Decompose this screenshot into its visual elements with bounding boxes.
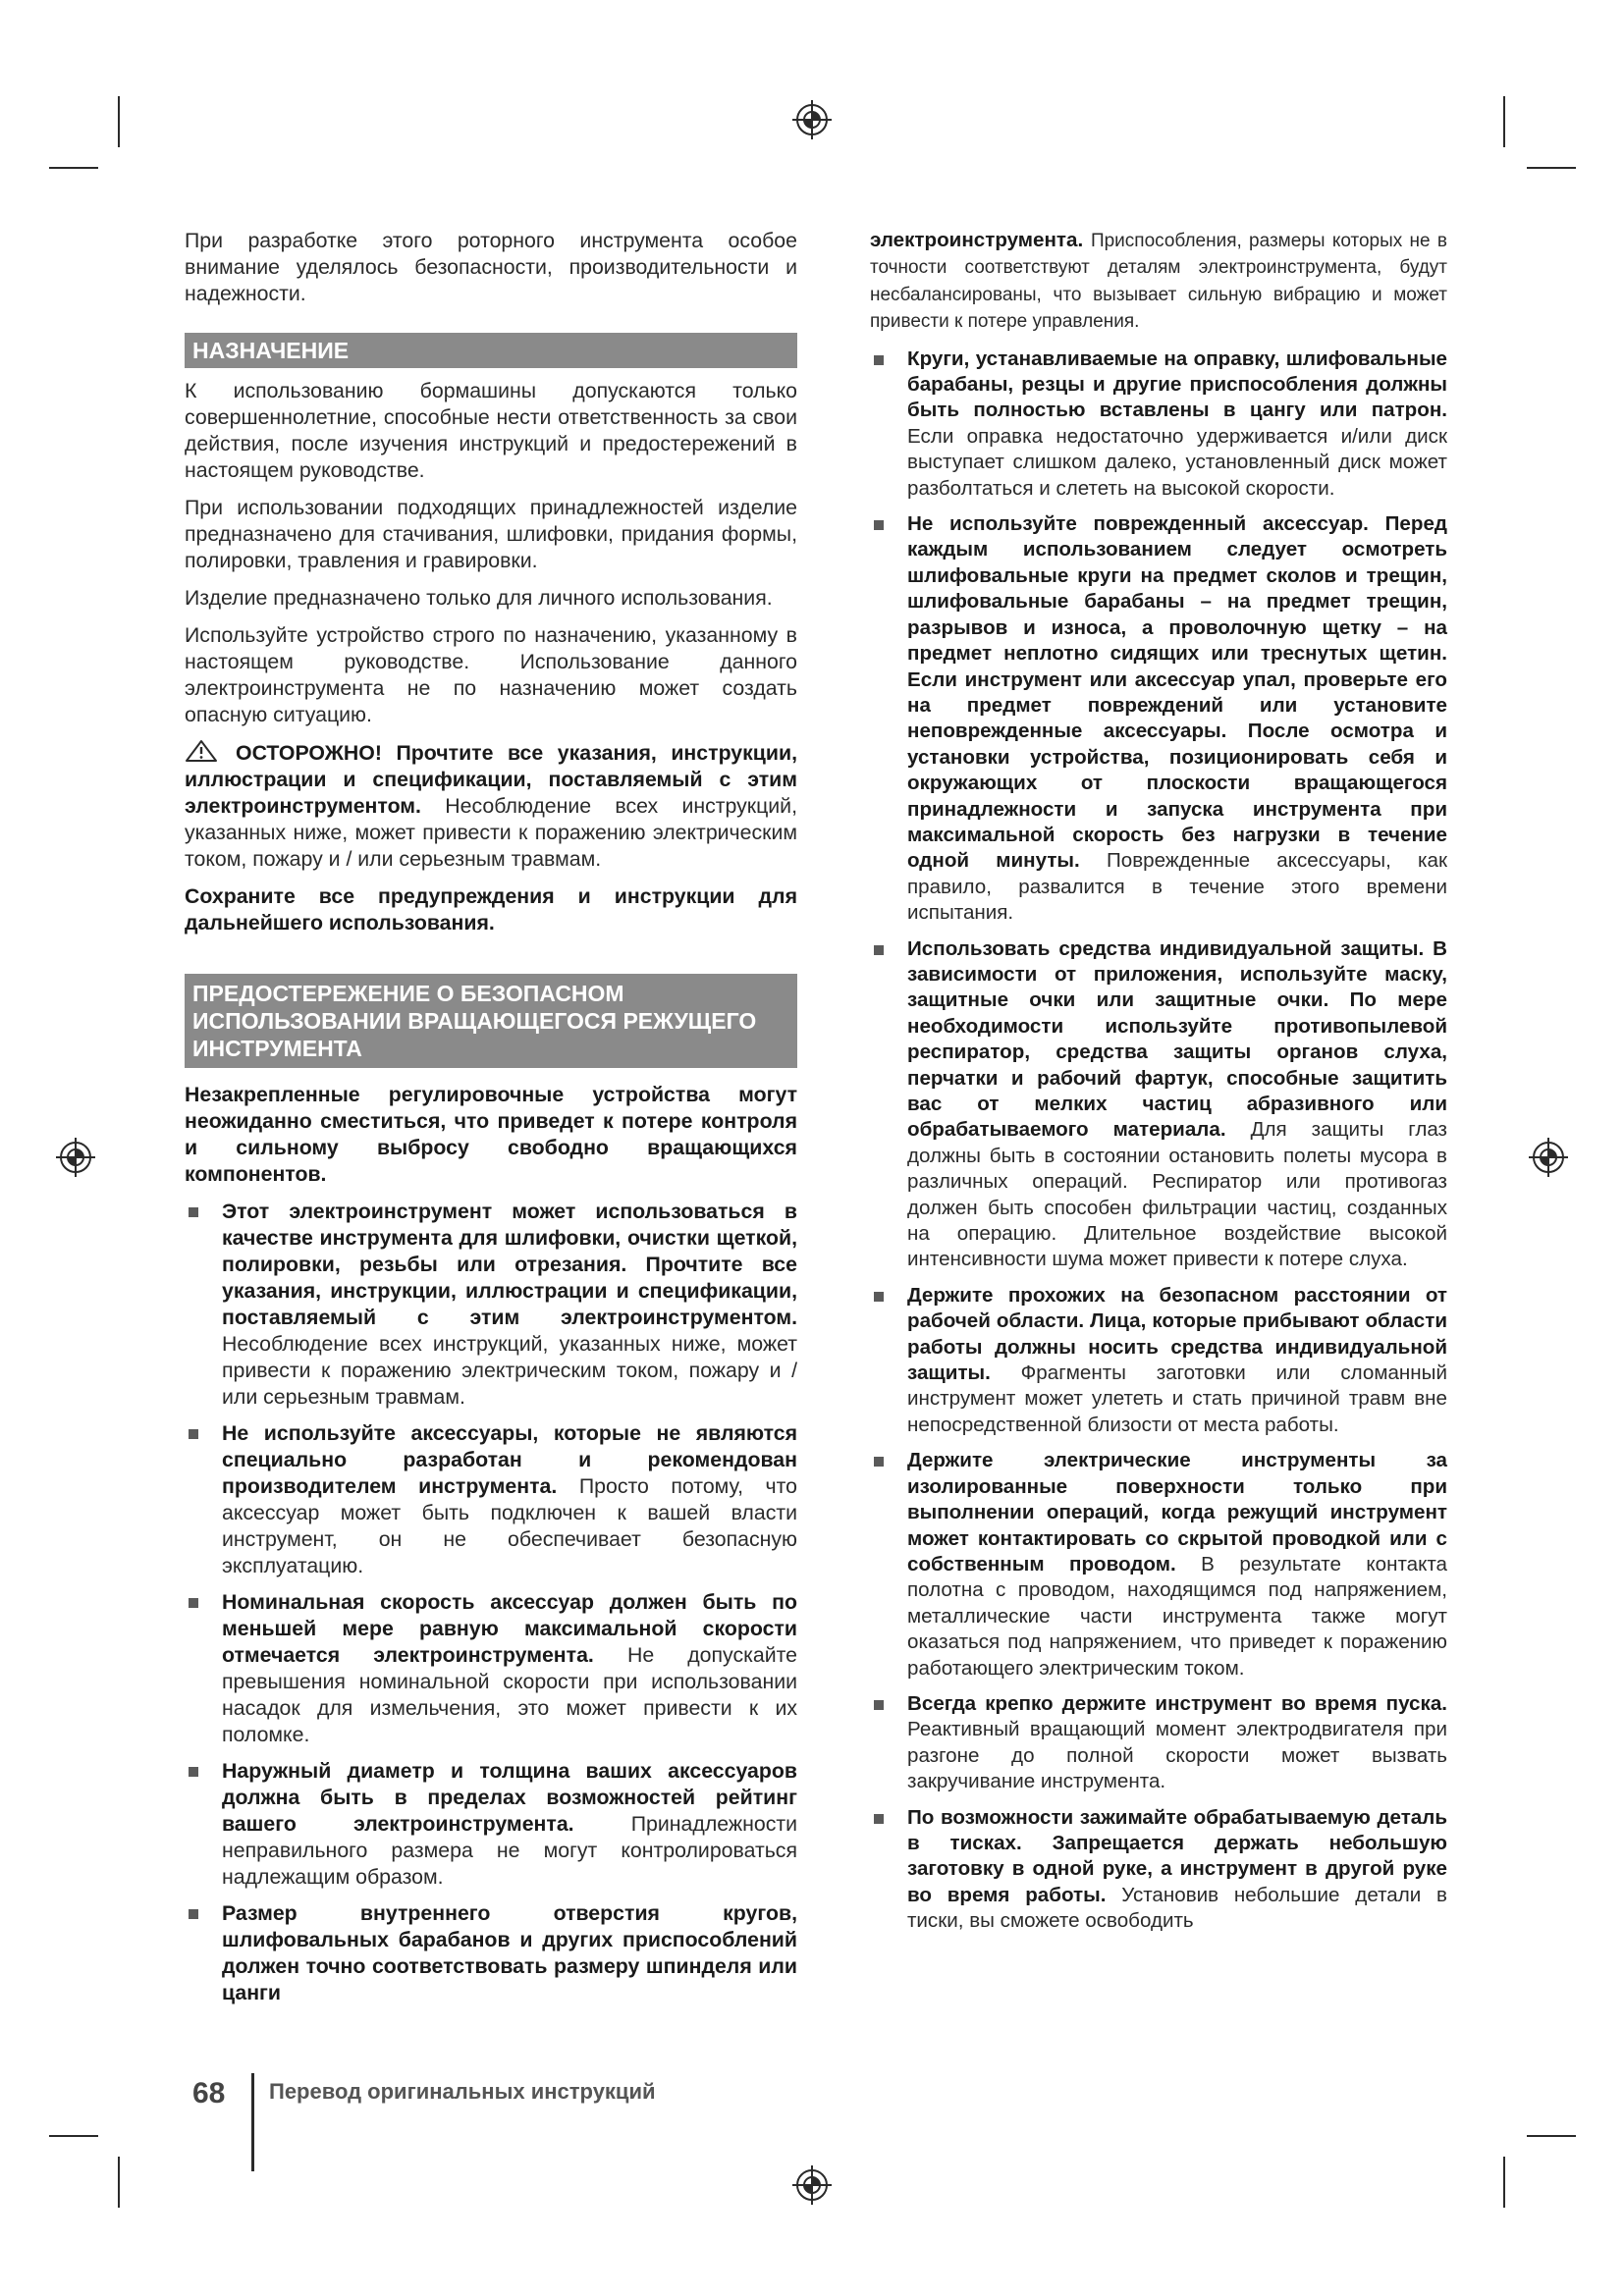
- list-item: [870, 1283, 1447, 1438]
- list-item-bold: По возможности зажимайте обрабатываемую деталь в тисках. Запрещается держать небольшую заготовку в одной руке, а инструмент в другой руке во время работы.: [907, 1805, 1447, 1906]
- list-item: [870, 1448, 1447, 1682]
- crop-mark-top-right-horizontal: [1527, 167, 1576, 169]
- list-item-bold: Использовать средства индивидуальной защиты. В зависимости от приложения, используйте маску, защитные очки или защитные очки. По мере необходимости используйте противопылевой респиратор, средства защиты органов слуха, перчатки и рабочий фартук, способные защитить вас от мелких частиц абразивного или обрабатываемого материала.: [907, 936, 1447, 1142]
- list-item: [870, 936, 1447, 1273]
- list-item-text: В результате контакта полотна с проводом, находящимся под напряжением, металлические части инструмента также могут оказаться под напряжением, что приведет к поражению работающего электрическим током.: [907, 1552, 1447, 1680]
- list-item-text: Установив небольшие детали в тиски, вы сможете освободить: [907, 1883, 1447, 1933]
- safety-lead: [185, 1082, 797, 1188]
- list-item: [185, 1758, 797, 1891]
- crop-mark-bottom-left-vertical: [118, 2157, 120, 2208]
- right-column: [870, 228, 1447, 1945]
- registration-mark-icon: [55, 1137, 96, 1178]
- purpose-paragraph-3: Изделие предназначено только для личного использования.: [185, 586, 773, 610]
- crop-mark-top-right-vertical: [1503, 96, 1505, 147]
- footer-divider: [251, 2073, 254, 2171]
- safety-list-left: [185, 1199, 797, 2006]
- list-item: [870, 511, 1447, 927]
- list-item-bold: Этот электроинструмент может использоваться в качестве инструмента для шлифовки, очистки щеткой, полировки, резьбы или отрезания. Прочтите все указания, инструкции, иллюстрации и спецификации, поставляемый с этим электроинструментом.: [222, 1200, 797, 1329]
- list-item: [870, 347, 1447, 502]
- section-heading-purpose: НАЗНАЧЕНИЕ: [185, 333, 797, 368]
- list-item-text: Если оправка недостаточно удерживается и/или диск выступает слишком далеко, установленный диск может разболтаться и слететь на высокой скорости.: [907, 424, 1447, 500]
- crop-mark-bottom-left-horizontal: [49, 2135, 98, 2137]
- list-item: [870, 1691, 1447, 1795]
- warning-text: Несоблюдение всех инструкций, указанных ниже, может привести к поражению электрическим током, пожару и / или серьезным травмам.: [185, 794, 797, 871]
- list-item-text: Несоблюдение всех инструкций, указанных ниже, может привести к поражению электрическим током, пожару и / или серьезным травмам.: [222, 1332, 797, 1409]
- warning-block: [185, 739, 797, 873]
- registration-mark-icon: [791, 99, 833, 140]
- list-item-bold: Всегда крепко держите инструмент во время пуска.: [907, 1691, 1447, 1715]
- save-instructions: [185, 883, 797, 936]
- purpose-paragraph-4: Используйте устройство строго по назначению, указанному в настоящем руководстве. Использование данного электроинструмента не по назначению может создать опасную ситуацию.: [185, 623, 797, 726]
- list-item-bold: Размер внутреннего отверстия кругов, шлифовальных барабанов и других приспособлений должен точно соответствовать размеру шпинделя или цанги: [222, 1901, 797, 2004]
- continued-text: Приспособления, размеры которых не в точности соответствуют деталям электроинструмента, будут несбалансированы, что вызывает сильную вибрацию и может привести к потере управления.: [870, 231, 1447, 333]
- list-item-bold: Не используйте аксессуары, которые не являются специально разработан и рекомендован производителем инструмента.: [222, 1421, 797, 1498]
- list-item: [185, 1420, 797, 1579]
- crop-mark-bottom-right-horizontal: [1527, 2135, 1576, 2137]
- list-item-bold: Круги, устанавливаемые на оправку, шлифовальные барабаны, резцы и другие приспособления должны быть полностью вставлены в цангу или патрон.: [907, 347, 1447, 422]
- list-item: [185, 1199, 797, 1411]
- list-item-text: Фрагменты заготовки или сломанный инструмент может улететь и стать причиной травм вне непосредственной близости от места работы.: [907, 1362, 1447, 1436]
- registration-mark-icon: [791, 2164, 833, 2206]
- purpose-paragraph-2: При использовании подходящих принадлежностей изделие предназначено для стачивания, шлифовки, придания формы, полировки, травления и гравировки.: [185, 496, 797, 572]
- continued-bold: электроинструмента.: [870, 229, 1084, 251]
- save-instructions-text: Сохраните все предупреждения и инструкции для дальнейшего использования.: [185, 884, 797, 934]
- list-item-text: Поврежденные аксессуары, как правило, развалится в течение этого времени испытания.: [907, 849, 1447, 925]
- list-item: [185, 1900, 797, 2006]
- list-item-text: Реактивный вращающий момент электродвигателя при разгоне до полной скорости может вызвать закручивание инструмента.: [907, 1718, 1447, 1793]
- continued-paragraph: [870, 228, 1447, 336]
- list-item-bold: Наружный диаметр и толщина ваших аксессуаров должна быть в пределах возможностей рейтинг вашего электроинструмента.: [222, 1759, 797, 1836]
- intro-paragraph: При разработке этого роторного инструмента особое внимание уделялось безопасности, производительности и надежности.: [185, 229, 797, 305]
- footer-title: Перевод оригинальных инструкций: [269, 2079, 656, 2104]
- list-item: [185, 1589, 797, 1748]
- warning-triangle-icon: [185, 739, 218, 763]
- list-item-text: Просто потому, что аксессуар может быть подключен к вашей власти инструмент, он не обеспечивает безопасную эксплуатацию.: [222, 1474, 797, 1577]
- registration-mark-icon: [1528, 1137, 1569, 1178]
- list-item-bold: Держите прохожих на безопасном расстоянии от рабочей области. Лица, которые прибывают области работы должны носить средства индивидуальной защиты.: [907, 1283, 1447, 1385]
- crop-mark-bottom-right-vertical: [1503, 2157, 1505, 2208]
- page-number: 68: [192, 2077, 226, 2109]
- left-column: [185, 228, 797, 2016]
- purpose-paragraph-1: К использованию бормашины допускаются только совершеннолетние, способные нести ответственность за свои действия, после изучения инструкций и предостережений в настоящем руководстве.: [185, 379, 797, 482]
- list-item-bold: Номинальная скорость аксессуар должен быть по меньшей мере равную максимальной скорости отмечается электроинструмента.: [222, 1590, 797, 1667]
- safety-list-right: [870, 347, 1447, 1935]
- warning-bold-text: ОСТОРОЖНО! Прочтите все указания, инструкции, иллюстрации и спецификации, поставляемый с этим электроинструментом.: [185, 741, 797, 818]
- list-item-text: Не допускайте превышения номинальной скорости при использовании насадок для измельчения, это может привести к их поломке.: [222, 1643, 798, 1746]
- list-item-text: Принадлежности неправильного размера не могут контролироваться надлежащим образом.: [222, 1812, 797, 1889]
- list-item-bold: Держите электрические инструменты за изолированные поверхности только при выполнении операций, когда режущий инструмент может контактировать со скрытой проводкой или с собственным проводом.: [907, 1449, 1447, 1575]
- list-item-text: Для защиты глаз должны быть в состоянии остановить полеты мусора в различных операций. Респиратор или противогаз должен быть способен фильтрации частиц, созданных на операцию. Длительное воздействие высокой интенсивности шума может привести к потере слуха.: [907, 1118, 1447, 1271]
- section-heading-safety: ПРЕДОСТЕРЕЖЕНИЕ О БЕЗОПАСНОМ ИСПОЛЬЗОВАНИИ ВРАЩАЮЩЕГОСЯ РЕЖУЩЕГО ИНСТРУМЕНТА: [185, 974, 797, 1068]
- list-item-bold: Не используйте поврежденный аксессуар. Перед каждым использованием следует осмотреть шлифовальные круги на предмет сколов и трещин, шлифовальные барабаны – на предмет трещин, разрывов и износа, а проволочную щетку – на предмет неплотно сидящих или треснутых щетин. Если инструмент или аксессуар упал, проверьте его на предмет повреждений или установите неповрежденные аксессуары. После осмотра и установки устройства, позиционировать себя и окружающих от плоскости вращающегося принадлежности и запуска инструмента при максимальной скорость без нагрузки в течение одной минуты.: [907, 512, 1447, 873]
- safety-lead-text: Незакрепленные регулировочные устройства могут неожиданно сместиться, что приведет к потере контроля и сильному выбросу свободно вращающихся компонентов.: [185, 1083, 797, 1186]
- list-item: [870, 1805, 1447, 1935]
- crop-mark-top-left-vertical: [118, 96, 120, 147]
- crop-mark-top-left-horizontal: [49, 167, 98, 169]
